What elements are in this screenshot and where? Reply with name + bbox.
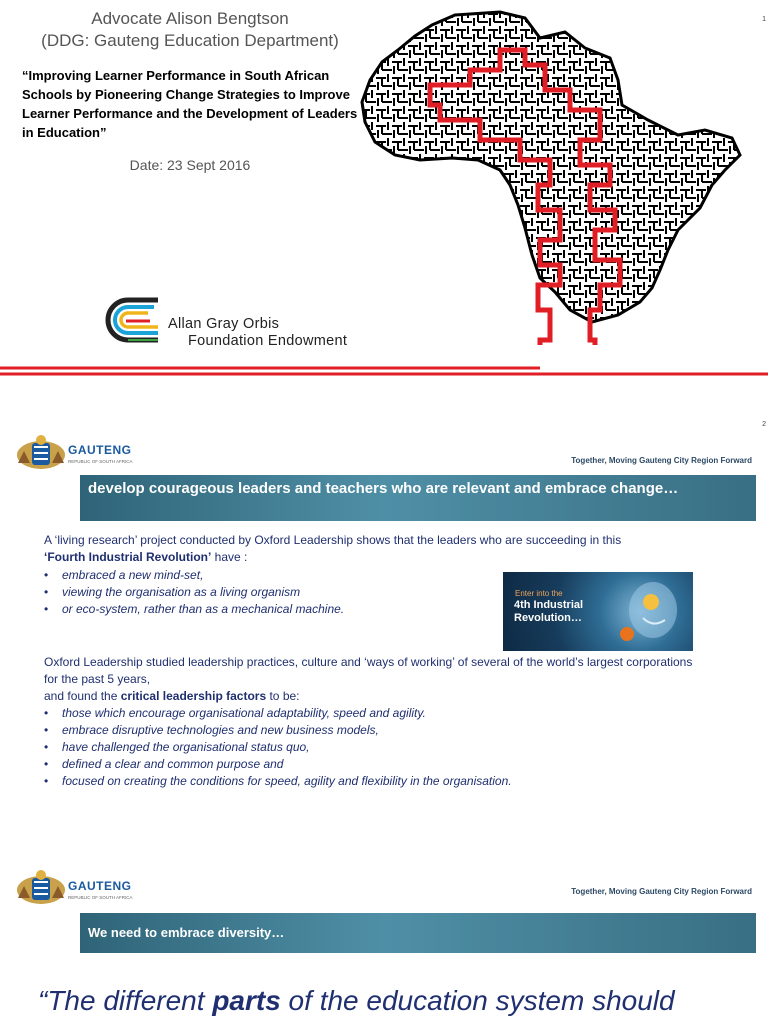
intro-paragraph	[44, 532, 704, 566]
gauteng-wordmark: GAUTENG	[68, 443, 132, 457]
research-paragraph	[44, 654, 704, 705]
red-baseline	[0, 365, 768, 377]
list-item: • those which encourage organisational adaptability, speed and agility.	[44, 705, 704, 722]
presenter-block	[30, 8, 350, 52]
research-text: Oxford Leadership studied leadership practices, culture and ‘ways of working’ of several of the world’s largest corporations for the past 5 years,	[44, 655, 693, 686]
list-item: • viewing the organisation as a living organism	[44, 584, 484, 601]
gauteng-subtext: REPUBLIC OF SOUTH AFRICA	[68, 459, 133, 464]
gauteng-coat-of-arms-icon	[14, 433, 68, 473]
image-caption-large	[514, 599, 583, 625]
slide-banner	[80, 913, 756, 953]
foundation-name	[168, 316, 347, 350]
banner-text: We need to embrace diversity…	[88, 925, 285, 940]
gauteng-subtext: REPUBLIC OF SOUTH AFRICA	[68, 895, 133, 900]
robot-head-icon	[613, 578, 688, 646]
list-item: • or eco-system, rather than as a mechanical machine.	[44, 601, 484, 618]
presentation-title: “Improving Learner Performance in South African Schools by Pioneering Change Strategies to Improve Learner Performance and the Development of Leaders in Education”	[22, 68, 358, 140]
page-number: 2	[762, 421, 766, 428]
findings-bold-term: critical leadership factors	[120, 689, 267, 703]
allan-gray-orbis-logo	[88, 290, 168, 350]
page-number: 1	[762, 16, 766, 23]
presenter-name: Advocate Alison Bengtson	[91, 9, 289, 28]
header-tagline: Together, Moving Gauteng City Region Forward	[571, 456, 752, 465]
image-caption-line2: Revolution…	[514, 612, 582, 624]
intro-suffix: have :	[211, 550, 248, 564]
quote-prefix: “The different	[38, 985, 213, 1016]
findings-suffix: to be:	[266, 689, 300, 703]
gauteng-wordmark: GAUTENG	[68, 879, 132, 893]
image-caption-small: Enter into the	[515, 589, 563, 598]
header-tagline: Together, Moving Gauteng City Region Forward	[571, 887, 752, 896]
foundation-name-line1: Allan Gray Orbis	[168, 316, 280, 332]
slide-banner	[80, 475, 756, 521]
presenter-role: (DDG: Gauteng Education Department)	[41, 31, 339, 50]
leadership-factor-bullets	[44, 705, 704, 790]
foundation-name-line2: Foundation Endowment	[188, 333, 348, 349]
list-item: • embrace disruptive technologies and new business models,	[44, 722, 704, 739]
list-item: • embraced a new mind-set,	[44, 567, 484, 584]
quote-bold-term: parts	[212, 985, 281, 1016]
image-caption-line1: 4th Industrial	[514, 599, 584, 611]
list-item: • defined a clear and common purpose and	[44, 756, 704, 773]
content-slide-revolution	[0, 405, 768, 845]
list-item: • have challenged the organisational status quo,	[44, 739, 704, 756]
banner-text: develop courageous leaders and teachers who are relevant and embrace change…	[88, 480, 679, 497]
findings-prefix: and found the	[44, 689, 121, 703]
africa-maze-map	[360, 10, 745, 345]
quote-suffix: of the education system should	[280, 985, 675, 1016]
intro-text: A ‘living research’ project conducted by Oxford Leadership shows that the leaders who are succeeding in this	[44, 533, 622, 547]
content-slide-diversity	[0, 845, 768, 1024]
industrial-revolution-image	[503, 572, 693, 651]
mindset-bullets	[44, 567, 484, 618]
title-slide	[0, 0, 768, 405]
intro-bold-term: ‘Fourth Industrial Revolution’	[44, 550, 212, 564]
gauteng-coat-of-arms-icon	[14, 868, 68, 908]
findings-line	[44, 688, 704, 705]
list-item: • focused on creating the conditions for speed, agility and flexibility in the organisation.	[44, 773, 704, 790]
presentation-date: Date: 23 Sept 2016	[129, 157, 251, 173]
diversity-quote	[38, 985, 675, 1017]
